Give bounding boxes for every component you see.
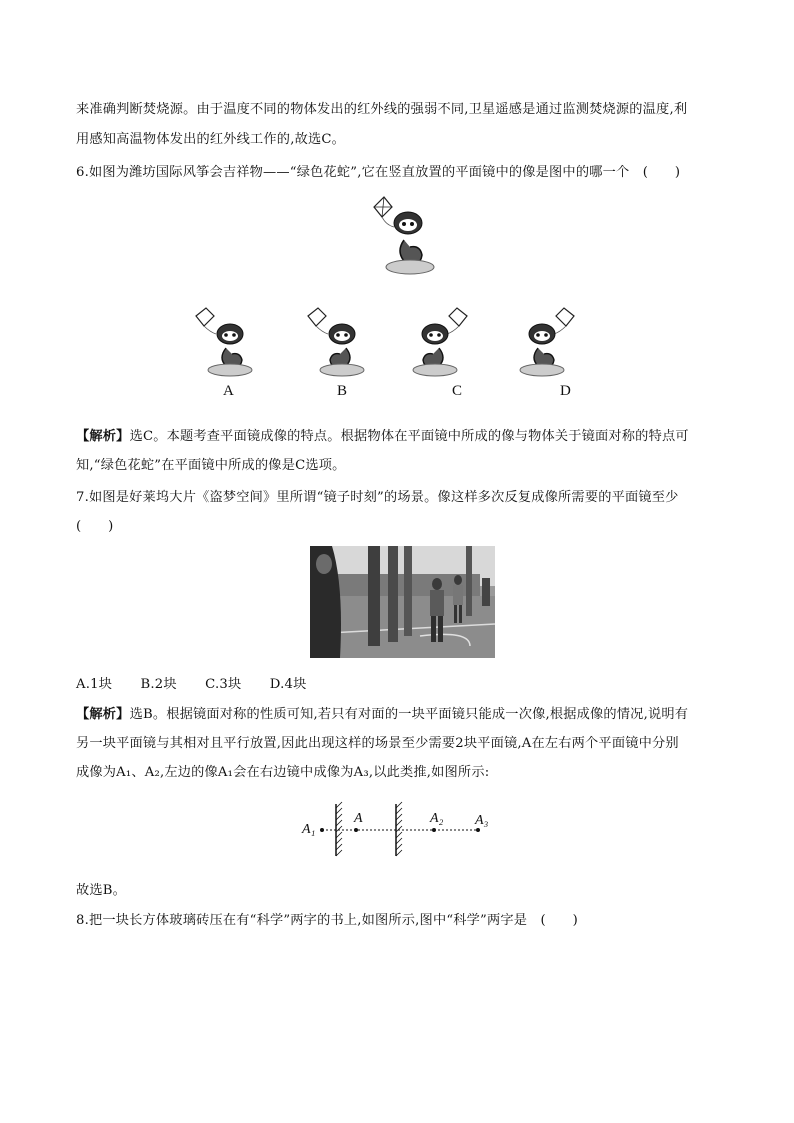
answer-7-line-1 — [76, 705, 726, 725]
label-a3: A₃ — [475, 813, 489, 828]
label-a2: A₂ — [430, 811, 444, 826]
answer-7-end: 故选B。 — [76, 883, 127, 898]
answer-6-line-1 — [76, 427, 726, 447]
answer-7-text-1: 选B。根据镜面对称的性质可知,若只有对面的一块平面镜只能成一次像,根据成像的情况,说明有 — [129, 707, 689, 722]
snake-option-a — [178, 308, 258, 380]
question-8: 8.把一块长方体玻璃砖压在有“科学”两字的书上,如图所示,图中“科学”两字是 ( ) — [76, 913, 579, 928]
label-a1: A₁ — [302, 822, 316, 837]
snake-option-b — [290, 308, 370, 380]
option-c[interactable]: C.3块 — [205, 677, 242, 692]
option-d[interactable]: D.4块 — [269, 677, 307, 692]
snake-mascot-original — [360, 195, 440, 280]
option-b[interactable]: B.2块 — [140, 677, 177, 692]
answer-7-line-3: 成像为A₁、A₂,左边的像A₁会在右边镜中成像为A₃,以此类推,如图所示: — [76, 765, 490, 780]
answer-6-text-1: 选C。本题考查平面镜成像的特点。根据物体在平面镜中所成的像与物体关于镜面对称的特点可 — [129, 429, 689, 444]
answer-7-line-2: 另一块平面镜与其相对且平行放置,因此出现这样的场景至少需要2块平面镜,A在左右两个平面镜中分别 — [76, 736, 679, 751]
answer-6-tag: 【解析】 — [76, 429, 130, 444]
label-a: A — [354, 811, 363, 826]
snake-label-d: D — [560, 383, 571, 399]
snake-option-d — [512, 308, 592, 380]
snake-label-c: C — [452, 383, 463, 399]
inception-scene-photo — [310, 546, 495, 658]
snake-label-a: A — [223, 383, 234, 399]
option-a[interactable]: A.1块 — [76, 677, 113, 692]
mirror-diagram — [300, 800, 500, 860]
snake-label-b: B — [337, 383, 348, 399]
question-7-line-1: 7.如图是好莱坞大片《盗梦空间》里所谓“镜子时刻”的场景。像这样多次反复成像所需要的平面镜至少 — [76, 490, 679, 505]
answer-7-tag: 【解析】 — [76, 707, 130, 722]
question-6: 6.如图为潍坊国际风筝会吉祥物——“绿色花蛇”,它在竖直放置的平面镜中的像是图中的哪一个 ( ) — [76, 165, 681, 180]
text-line-2: 用感知高温物体发出的红外线工作的,故选C。 — [76, 132, 346, 147]
text-line-1: 来准确判断焚烧源。由于温度不同的物体发出的红外线的强弱不同,卫星遥感是通过监测焚烧源的温度,利 — [76, 102, 688, 117]
question-7-options — [76, 675, 726, 695]
snake-option-c — [405, 308, 485, 380]
question-7-line-2: ( ) — [76, 519, 114, 534]
answer-6-line-2: 知,“绿色花蛇”在平面镜中所成的像是C选项。 — [76, 458, 346, 473]
